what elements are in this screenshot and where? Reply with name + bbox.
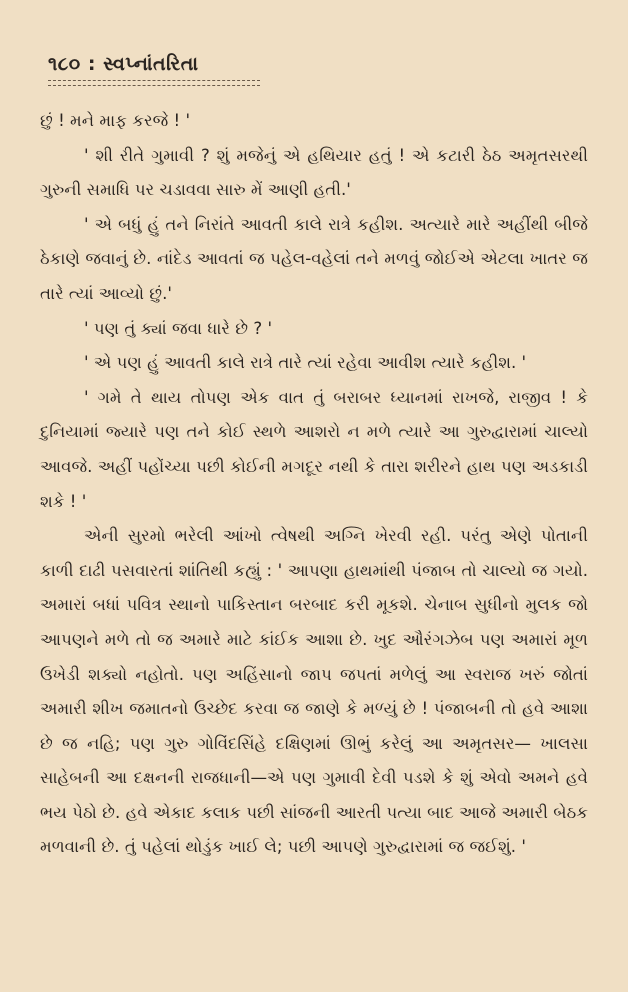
paragraph-3: ' એ બધું હું તને નિરાંતે આવતી કાલે રાત્રે કહીશ. અત્યારે મારે અહીંથી બીજે ઠેકાણે જવાનું છે. નાંદેડ આવતાં જ પહેલ-વહેલાં તને મળવું જોઈએ એટલા ખાતર જ તારે ત્યાં આવ્યો છું.' (40, 214, 588, 303)
book-title: સ્વપ્નાંતરિતા (103, 53, 199, 75)
paragraph-5: ' એ પણ હું આવતી કાલે રાત્રે તારે ત્યાં રહેવા આવીશ ત્યારે કહીશ. ' (84, 353, 527, 373)
body-text (40, 104, 588, 865)
header-underline (48, 80, 260, 86)
running-header (48, 52, 588, 76)
paragraph-4: ' પણ તું ક્યાં જવા ધારે છે ? ' (84, 318, 273, 338)
header-separator: : (87, 53, 96, 75)
paragraph-1: છું ! મને માફ કરજે ! ' (40, 111, 191, 130)
paragraph-6: ' ગમે તે થાય તોપણ એક વાત તું બરાબર ધ્યાનમાં રાખજે, રાજીવ ! કે દુનિયામાં જ્યારે પણ તને કોઈ સ્થળે આશરો ન મળે ત્યારે આ ગુરુદ્વારામાં ચાલ્યો આવજે. અહીં પહોંચ્યા પછી કોઈની મગદૂર નથી કે તારા શરીરને હાથ પણ અડકાડી શકે ! ' (40, 387, 588, 511)
paragraph-7: એની સુરમો ભરેલી આંખો ત્વેષથી અગ્નિ ખેરવી રહી. પરંતુ એણે પોતાની કાળી દાઢી પસવારતાં શાંતિથી કહ્યું : ' આપણા હાથમાંથી પંજાબ તો ચાલ્યો જ ગયો. અમારાં બધાં પવિત્ર સ્થાનો પાકિસ્તાન બરબાદ કરી મૂકશે. ચેનાબ સુધીનો મુલક જો આપણને મળે તો જ અમારે માટે કાંઈક આશા છે. ખુદ ઔરંગઝેબ પણ અમારાં મૂળ ઉખેડી શક્યો નહોતો. પણ અહિંસાનો જાપ જપતાં મળેલું આ સ્વરાજ ખરું જોતાં અમારી શીખ જમાતનો ઉચ્છેદ કરવા જ જાણે કે મળ્યું છે ! પંજાબની તો હવે આશા છે જ નહિ; પણ ગુરુ ગોવિંદસિંહે દક્ષિણમાં ઊભું કરેલું આ અમૃતસર— ખાલસા સાહેબની આ દક્ષનની રાજધાની—એ પણ ગુમાવી દેવી પડશે કે શું એવો અમને હવે ભય પેઠો છે. હવે એકાદ કલાક પછી સાંજની આરતી પત્યા બાદ આજે અમારી બેઠક મળવાની છે. તું પહેલાં થોડુંક ખાઈ લે; પછી આપણે ગુરુદ્વારામાં જ જઈશું. ' (40, 526, 588, 857)
paragraph-2: ' શી રીતે ગુમાવી ? શું મજેનું એ હથિયાર હતું ! એ કટારી ઠેઠ અમૃતસરથી ગુરુની સમાધિ પર ચડાવવા સારુ મેં આણી હતી.' (40, 145, 588, 200)
page-number: ૧૮૦ (48, 53, 81, 75)
